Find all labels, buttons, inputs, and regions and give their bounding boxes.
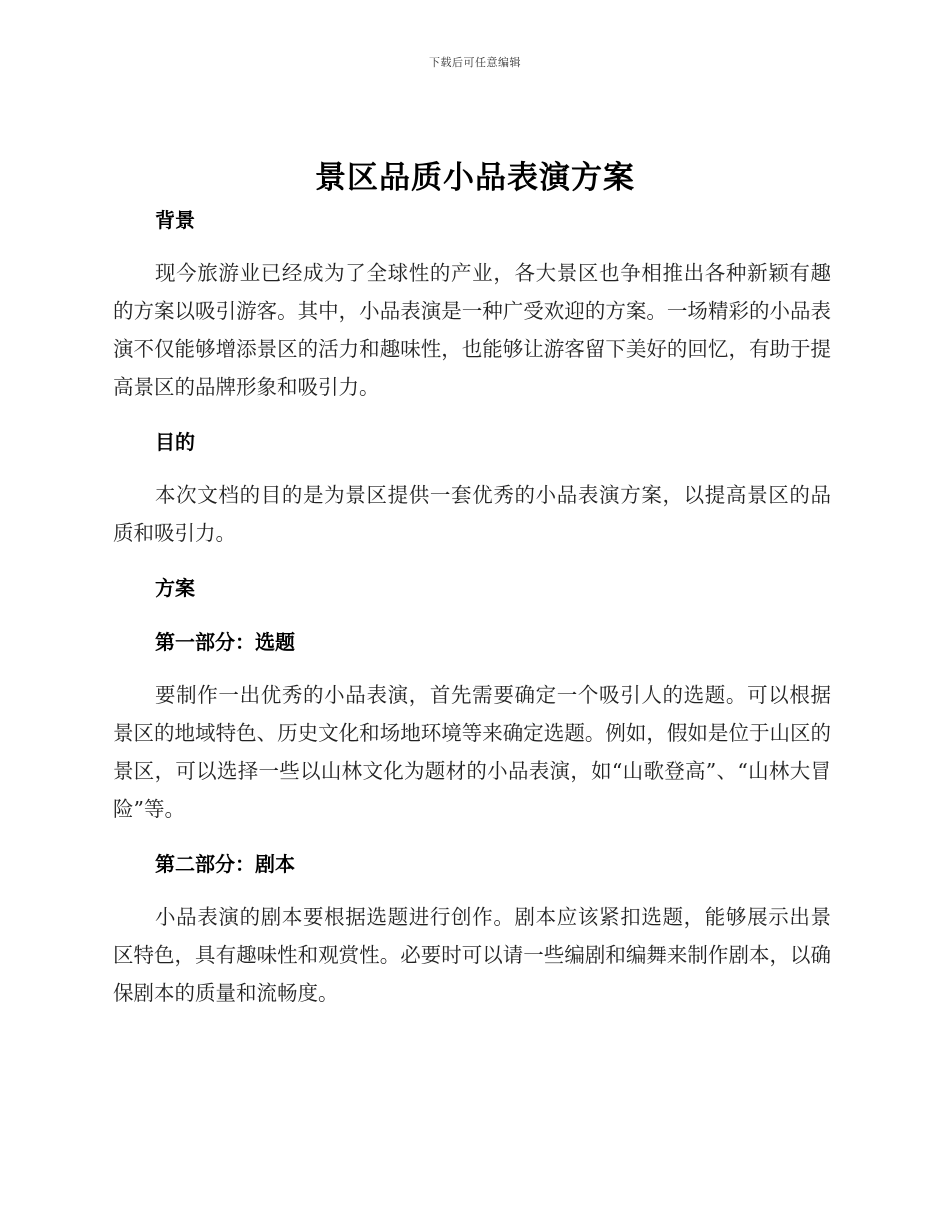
section-heading-purpose: 目的 [155, 430, 195, 454]
header-note: 下载后可任意编辑 [429, 56, 521, 69]
section-heading-part1: 第一部分：选题 [155, 630, 295, 654]
paragraph-part1: 要制作一出优秀的小品表演，首先需要确定一个吸引人的选题。可以根据景区的地域特色、历史文化和场地环境等来确定选题。例如，假如是位于山区的景区，可以选择一些以山林文化为题材的小品表演，如“山歌登高”、“山林大冒险”等。 [113, 683, 831, 821]
paragraph-part2: 小品表演的剧本要根据选题进行创作。剧本应该紧扣选题，能够展示出景区特色，具有趣味性和观赏性。必要时可以请一些编剧和编舞来制作剧本，以确保剧本的质量和流畅度。 [113, 905, 831, 1005]
paragraph-background: 现今旅游业已经成为了全球性的产业，各大景区也争相推出各种新颖有趣的方案以吸引游客。其中，小品表演是一种广受欢迎的方案。一场精彩的小品表演不仅能够增添景区的活力和趣味性，也能够让游客留下美好的回忆，有助于提高景区的品牌形象和吸引力。 [113, 261, 831, 399]
section-heading-plan: 方案 [155, 576, 195, 600]
section-heading-background: 背景 [155, 208, 195, 232]
section-heading-part2: 第二部分：剧本 [155, 852, 295, 876]
document-title: 景区品质小品表演方案 [315, 160, 635, 196]
document-body [113, 200, 831, 1012]
paragraph-purpose: 本次文档的目的是为景区提供一套优秀的小品表演方案，以提高景区的品质和吸引力。 [113, 483, 831, 545]
